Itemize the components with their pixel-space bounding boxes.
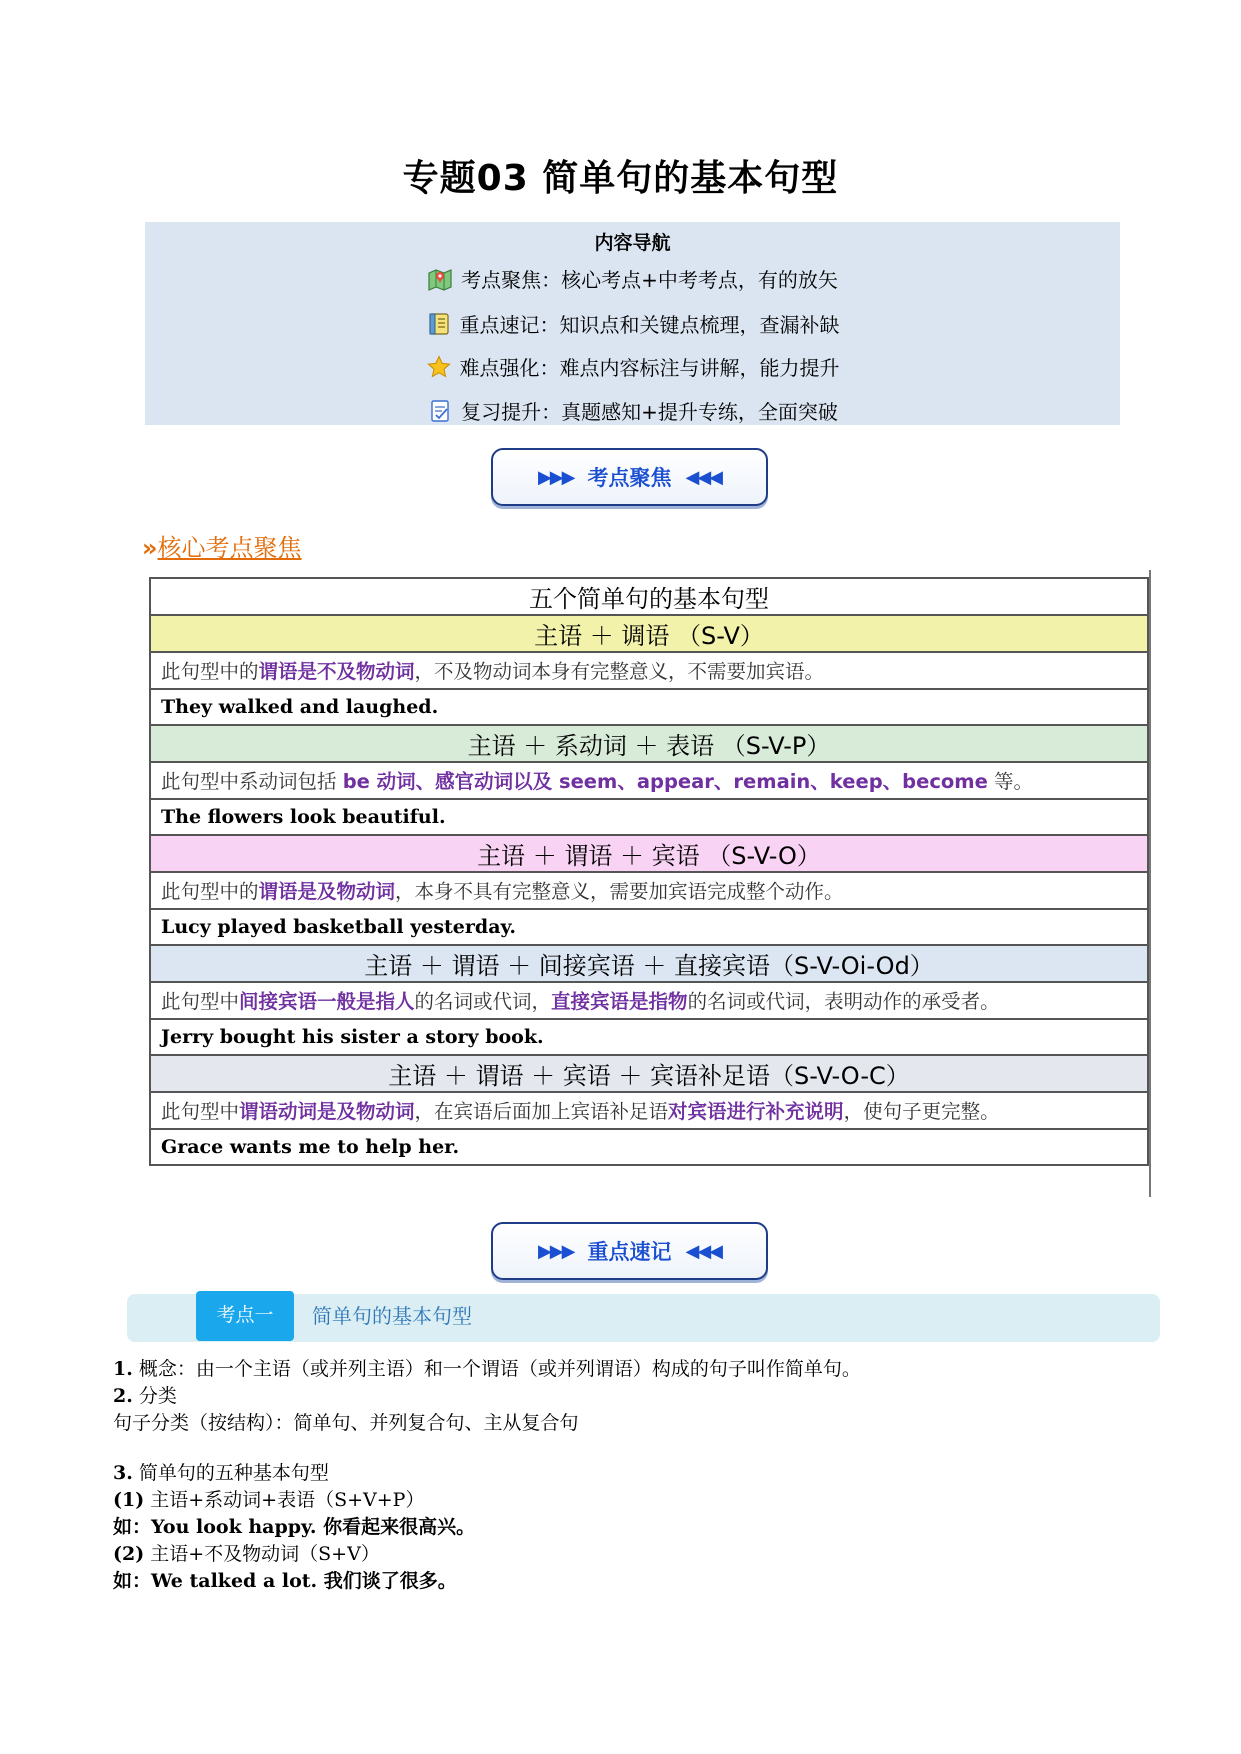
body-line <box>113 1539 380 1566</box>
table-frame-edge <box>1149 570 1151 1197</box>
banner-arrows-icon: ▶▶▶ <box>537 466 574 488</box>
body-line <box>113 1566 457 1593</box>
banner-arrows-icon: ◀◀◀ <box>685 466 722 488</box>
item-text: 主语+不及物动词（S+V） <box>144 1543 380 1565</box>
pattern-desc-row <box>150 762 1148 799</box>
highlight-text: 谓语动词是及物动词 <box>239 1100 415 1124</box>
pattern-header: 主语 ＋ 调语 （S-V） <box>150 615 1148 652</box>
highlight-text: 谓语是不及物动词 <box>258 660 415 684</box>
item-text: 简单句的五种基本句型 <box>132 1462 329 1484</box>
pattern-header-row <box>150 835 1148 872</box>
pattern-example-row <box>150 1129 1148 1166</box>
pattern-description <box>150 762 1148 799</box>
plain-text: 此句型中的 <box>161 660 259 684</box>
table-title-row <box>150 578 1148 615</box>
item-number: 1. <box>113 1358 133 1380</box>
item-text: 主语+系动词+表语（S+V+P） <box>144 1489 425 1511</box>
plain-text: ，本身不具有完整意义，需要加宾语完成整个动作。 <box>395 880 844 904</box>
core-focus-heading[interactable] <box>142 528 302 563</box>
nav-item-text: 考点聚焦：核心考点+中考考点，有的放矢 <box>461 268 838 292</box>
plain-text: 此句型中 <box>161 1100 240 1124</box>
table-title: 五个简单句的基本句型 <box>150 578 1148 615</box>
item-text: 如：You look happy. 你看起来很高兴。 <box>113 1516 476 1538</box>
map-icon <box>427 267 453 291</box>
nav-item-text: 难点强化：难点内容标注与讲解，能力提升 <box>459 356 840 380</box>
pattern-description <box>150 982 1148 1019</box>
sentence-pattern-table <box>149 577 1149 1166</box>
plain-text: ，在宾语后面加上宾语补足语 <box>414 1100 669 1124</box>
item-text: 句子分类（按结构）：简单句、并列复合句、主从复合句 <box>113 1412 579 1434</box>
body-line <box>113 1354 861 1381</box>
pattern-example-row <box>150 799 1148 836</box>
item-number: 3. <box>113 1462 133 1484</box>
pattern-header: 主语 ＋ 谓语 ＋ 宾语 （S-V-O） <box>150 835 1148 872</box>
nav-item-memo <box>145 309 1120 338</box>
plain-text: ，不及物动词本身有完整意义，不需要加宾语。 <box>414 660 825 684</box>
pattern-example: Grace wants me to help her. <box>150 1129 1148 1166</box>
pattern-example-row <box>150 1019 1148 1056</box>
plain-text: 此句型中的 <box>161 880 259 904</box>
body-line <box>113 1458 329 1485</box>
book-icon <box>426 312 452 336</box>
nav-item-focus <box>145 264 1120 293</box>
pattern-example: Jerry bought his sister a story book. <box>150 1019 1148 1056</box>
item-text: 概念：由一个主语（或并列主语）和一个谓语（或并列谓语）构成的句子叫作简单句。 <box>132 1358 861 1380</box>
item-number: (1) <box>113 1489 145 1511</box>
banner-arrows-icon: ▶▶▶ <box>537 1240 574 1262</box>
pattern-example: They walked and laughed. <box>150 689 1148 726</box>
section-banner-focus <box>491 448 768 506</box>
page-title: 专题03 简单句的基本句型 <box>402 158 839 199</box>
section-banner-memo <box>491 1222 768 1280</box>
pattern-header: 主语 ＋ 谓语 ＋ 间接宾语 ＋ 直接宾语（S-V-Oi-Od） <box>150 945 1148 982</box>
item-number: (2) <box>113 1543 145 1565</box>
item-text: 如：We talked a lot. 我们谈了很多。 <box>113 1570 457 1592</box>
kaodian-tag: 考点一 <box>196 1291 294 1341</box>
pattern-desc-row <box>150 1092 1148 1129</box>
pattern-header-row <box>150 945 1148 982</box>
body-line <box>113 1512 475 1539</box>
banner-arrows-icon: ◀◀◀ <box>685 1240 722 1262</box>
star-icon <box>426 355 452 379</box>
pattern-example-row <box>150 689 1148 726</box>
highlight-text: 对宾语进行补充说明 <box>668 1100 844 1124</box>
content-navigation <box>145 222 1120 425</box>
item-number: 2. <box>113 1385 133 1407</box>
core-focus-link[interactable]: 核心考点聚焦 <box>157 534 302 562</box>
nav-item-difficulty <box>145 352 1120 381</box>
pattern-header: 主语 ＋ 谓语 ＋ 宾语 ＋ 宾语补足语（S-V-O-C） <box>150 1055 1148 1092</box>
plain-text: 等。 <box>987 770 1034 794</box>
nav-heading: 内容导航 <box>594 232 671 254</box>
pattern-header-row <box>150 615 1148 652</box>
kaodian-title: 简单句的基本句型 <box>312 1304 472 1328</box>
banner-label: 考点聚焦 <box>587 466 672 490</box>
plain-text: 此句型中系动词包括 <box>161 770 343 794</box>
body-line <box>113 1381 177 1408</box>
highlight-text: be 动词、感官动词以及 seem、appear、remain、keep、become <box>342 770 988 794</box>
pattern-header: 主语 ＋ 系动词 ＋ 表语 （S-V-P） <box>150 725 1148 762</box>
double-chevron-icon: » <box>142 534 158 562</box>
checklist-icon <box>427 399 453 423</box>
highlight-text: 间接宾语一般是指人 <box>239 990 415 1014</box>
highlight-text: 谓语是及物动词 <box>258 880 396 904</box>
nav-item-text: 重点速记：知识点和关键点梳理，查漏补缺 <box>459 313 840 337</box>
nav-item-text: 复习提升：真题感知+提升专练，全面突破 <box>461 400 838 424</box>
pattern-header-row <box>150 725 1148 762</box>
pattern-desc-row <box>150 652 1148 689</box>
item-text: 分类 <box>132 1385 177 1407</box>
nav-item-review <box>145 396 1120 425</box>
body-line <box>113 1485 424 1512</box>
highlight-text: 直接宾语是指物 <box>551 990 688 1014</box>
pattern-description <box>150 652 1148 689</box>
pattern-example: Lucy played basketball yesterday. <box>150 909 1148 946</box>
pattern-header-row <box>150 1055 1148 1092</box>
pattern-example: The flowers look beautiful. <box>150 799 1148 836</box>
pattern-example-row <box>150 909 1148 946</box>
pattern-description <box>150 872 1148 909</box>
body-line <box>113 1408 579 1435</box>
pattern-description <box>150 1092 1148 1129</box>
pattern-desc-row <box>150 872 1148 909</box>
plain-text: 此句型中 <box>161 990 240 1014</box>
plain-text: 的名词或代词，表明动作的承受者。 <box>687 990 1000 1014</box>
plain-text: 的名词或代词， <box>414 990 552 1014</box>
pattern-desc-row <box>150 982 1148 1019</box>
banner-label: 重点速记 <box>587 1240 672 1264</box>
plain-text: ，使句子更完整。 <box>843 1100 1000 1124</box>
